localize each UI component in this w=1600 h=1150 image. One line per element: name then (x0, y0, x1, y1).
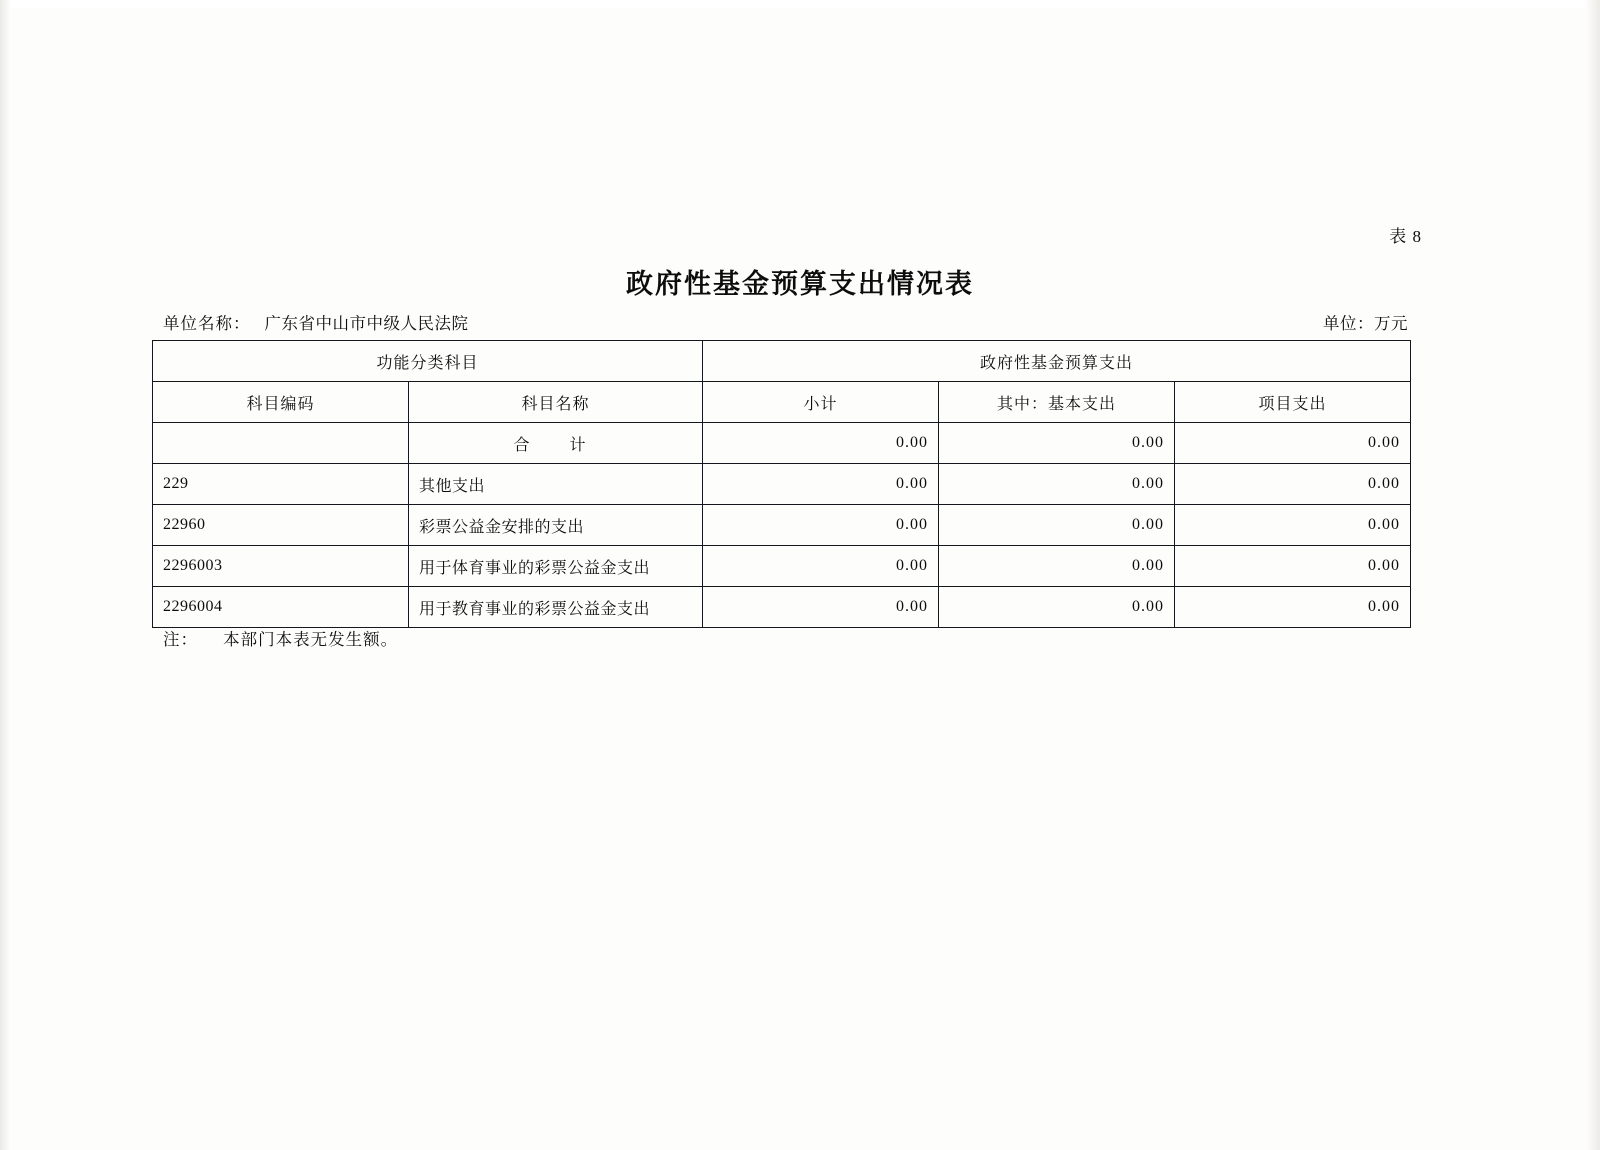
note-label: 注： (163, 630, 198, 649)
table-row (153, 546, 1411, 587)
table-note (163, 626, 398, 650)
cell-basic: 0.00 (939, 505, 1175, 546)
unit-name-value: 广东省中山市中级人民法院 (264, 314, 469, 333)
cell-name: 其他支出 (409, 464, 703, 505)
unit-name-label: 单位名称： (163, 314, 251, 333)
cell-code: 229 (153, 464, 409, 505)
budget-table (152, 340, 1411, 628)
cell-subtotal: 0.00 (703, 464, 939, 505)
table-row (153, 423, 1411, 464)
cell-project: 0.00 (1175, 546, 1411, 587)
column-header-name: 科目名称 (409, 382, 703, 423)
cell-basic: 0.00 (939, 587, 1175, 628)
cell-subtotal: 0.00 (703, 546, 939, 587)
scan-edge-left (0, 0, 10, 1150)
table-group-header-row (153, 341, 1411, 382)
column-header-subtotal: 小计 (703, 382, 939, 423)
group-header-classification: 功能分类科目 (153, 341, 703, 382)
table-column-header-row (153, 382, 1411, 423)
cell-subtotal: 0.00 (703, 587, 939, 628)
cell-basic: 0.00 (939, 546, 1175, 587)
cell-basic: 0.00 (939, 423, 1175, 464)
cell-subtotal: 0.00 (703, 505, 939, 546)
document-meta (163, 310, 1408, 334)
group-header-expenditure: 政府性基金预算支出 (703, 341, 1411, 382)
cell-project: 0.00 (1175, 587, 1411, 628)
note-text: 本部门本表无发生额。 (223, 630, 399, 649)
cell-code: 22960 (153, 505, 409, 546)
cell-name: 合 计 (409, 423, 703, 464)
cell-code (153, 423, 409, 464)
cell-basic: 0.00 (939, 464, 1175, 505)
cell-name: 彩票公益金安排的支出 (409, 505, 703, 546)
column-header-basic: 其中：基本支出 (939, 382, 1175, 423)
cell-code: 2296004 (153, 587, 409, 628)
cell-subtotal: 0.00 (703, 423, 939, 464)
table-number: 表 8 (1389, 227, 1422, 246)
scan-edge-top (0, 0, 1600, 8)
cell-project: 0.00 (1175, 505, 1411, 546)
cell-project: 0.00 (1175, 464, 1411, 505)
column-header-project: 项目支出 (1175, 382, 1411, 423)
cell-project: 0.00 (1175, 423, 1411, 464)
cell-code: 2296003 (153, 546, 409, 587)
amount-unit-label: 单位：万元 (1323, 314, 1408, 333)
cell-name: 用于体育事业的彩票公益金支出 (409, 546, 703, 587)
table-row (153, 505, 1411, 546)
table-row (153, 587, 1411, 628)
page-title: 政府性基金预算支出情况表 (626, 269, 974, 299)
table-row (153, 464, 1411, 505)
cell-name: 用于教育事业的彩票公益金支出 (409, 587, 703, 628)
unit-name (163, 310, 469, 334)
scan-edge-right (1586, 0, 1600, 1150)
column-header-code: 科目编码 (153, 382, 409, 423)
